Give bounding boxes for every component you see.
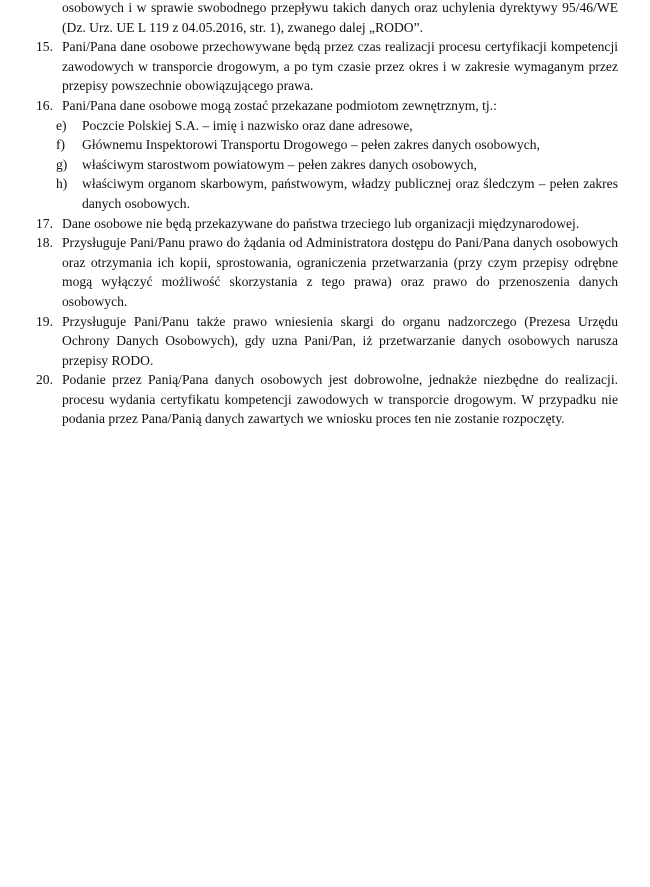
list-item-17 — [36, 214, 618, 234]
item-number: 20. — [36, 372, 53, 388]
item-number: 16. — [36, 97, 53, 113]
item-number: 18. — [36, 235, 53, 251]
sub-item-h — [36, 174, 618, 213]
continuation-text: osobowych i w sprawie swobodnego przepływu takich danych oraz uchylenia dyrektywy 95/46/WE (Dz. Urz. UE L 119 z 04.05.2016, str. 1), zwanego dalej „RODO”. — [62, 0, 618, 35]
sub-item-g — [36, 155, 618, 175]
list-item-20 — [36, 370, 618, 429]
item-text: Pani/Pana dane osobowe przechowywane będą przez czas realizacji procesu certyfikacji kompetencji zawodowych w transporcie drogowym, a po tym czasie przez okres i w zakresie wymaganym przez przepisy powszechnie obowiązującego prawa. — [62, 39, 618, 94]
sub-item-letter: h) — [56, 176, 68, 192]
document-content — [36, 0, 618, 429]
list-item-18 — [36, 233, 618, 311]
sub-item-letter: f) — [56, 137, 66, 153]
item-text: Przysługuje Pani/Panu prawo do żądania od Administratora dostępu do Pani/Pana danych osobowych oraz otrzymania ich kopii, sprostowania, ograniczenia przetwarzania (przy czym przepisy odrębne mogą wyłączyć możliwość skorzystania z tego prawa) oraz prawo do przenoszenia danych osobowych. — [62, 235, 618, 309]
sub-item-text: właściwym organom skarbowym, państwowym, władzy publicznej oraz śledczym – pełen zakres danych osobowych. — [82, 176, 618, 211]
item-text: Podanie przez Panią/Pana danych osobowych jest dobrowolne, jednakże niezbędne do realizacji. procesu wydania certyfikatu kompetencji zawodowych w transporcie drogowym. W przypadku nie podania przez Pana/Panią danych zawartych we wniosku proces ten nie zostanie rozpoczęty. — [62, 372, 618, 427]
sub-item-e — [36, 116, 618, 136]
list-item-15 — [36, 37, 618, 96]
sub-item-letter: e) — [56, 117, 67, 133]
sub-item-text: właściwym starostwom powiatowym – pełen zakres danych osobowych, — [82, 156, 477, 172]
sub-item-text: Poczcie Polskiej S.A. – imię i nazwisko oraz dane adresowe, — [82, 117, 413, 133]
sub-item-letter: g) — [56, 156, 68, 172]
item-number: 17. — [36, 215, 53, 231]
item-number: 19. — [36, 313, 53, 329]
item-text: Dane osobowe nie będą przekazywane do państwa trzeciego lub organizacji międzynarodowej. — [62, 215, 580, 231]
item-number: 15. — [36, 39, 53, 55]
sub-item-f — [36, 135, 618, 155]
item-text: Przysługuje Pani/Panu także prawo wniesienia skargi do organu nadzorczego (Prezesa Urzędu Ochrony Danych Osobowych), gdy uzna Pani/Pan, iż przetwarzanie danych osobowych narusza przepisy RODO. — [62, 313, 618, 368]
list-item-16 — [36, 96, 618, 116]
item-text: Pani/Pana dane osobowe mogą zostać przekazane podmiotom zewnętrznym, tj.: — [62, 97, 497, 113]
list-item-19 — [36, 312, 618, 371]
sub-item-text: Głównemu Inspektorowi Transportu Drogowego – pełen zakres danych osobowych, — [82, 137, 540, 153]
